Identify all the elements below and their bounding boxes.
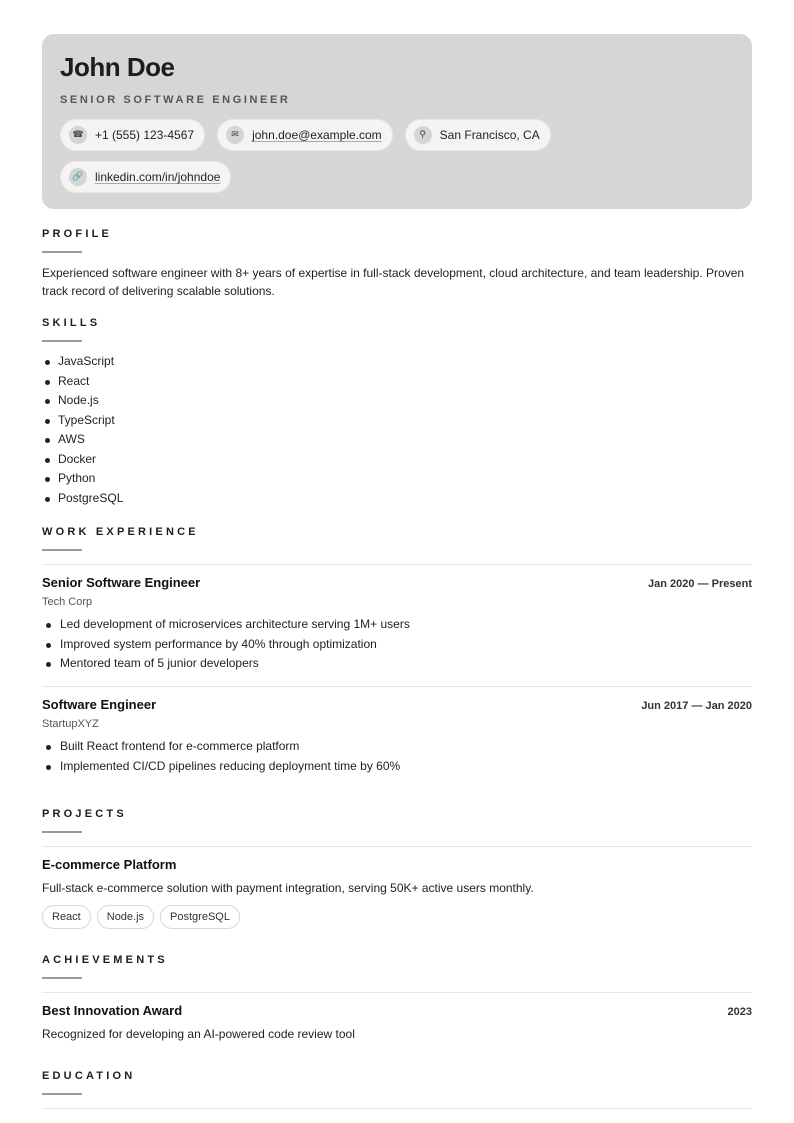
candidate-title: SENIOR SOFTWARE ENGINEER <box>60 94 291 106</box>
section-heading-profile: PROFILE <box>42 228 113 240</box>
job-dates: Jan 2020 — Present <box>648 578 752 590</box>
candidate-name: John Doe <box>60 52 175 82</box>
project-name: E-commerce Platform <box>42 857 177 872</box>
contact-email[interactable] <box>217 119 393 151</box>
section-underline <box>42 340 82 342</box>
job-entry <box>42 697 752 776</box>
divider <box>42 564 752 565</box>
job-entry <box>42 575 752 674</box>
project-entry <box>42 857 752 929</box>
job-bullet: Implemented CI/CD pipelines reducing deployment time by 60% <box>42 757 752 777</box>
job-bullet: Mentored team of 5 junior developers <box>42 654 752 674</box>
skills-list <box>42 352 123 508</box>
location-pin-icon: ⚲ <box>414 126 432 144</box>
tech-tag: PostgreSQL <box>160 905 240 929</box>
skill-item: React <box>42 372 123 392</box>
contact-phone-text: +1 (555) 123-4567 <box>95 128 195 142</box>
job-dates: Jun 2017 — Jan 2020 <box>641 700 752 712</box>
contact-list <box>60 119 620 193</box>
divider <box>42 686 752 687</box>
contact-location <box>405 119 551 151</box>
section-heading-projects: PROJECTS <box>42 808 127 820</box>
skill-item: Node.js <box>42 391 123 411</box>
job-bullet: Built React frontend for e-commerce platform <box>42 737 752 757</box>
section-underline <box>42 977 82 979</box>
skill-item: PostgreSQL <box>42 489 123 509</box>
phone-icon: ☎ <box>69 126 87 144</box>
job-title: Senior Software Engineer <box>42 575 201 590</box>
section-heading-skills: SKILLS <box>42 317 101 329</box>
divider <box>42 846 752 847</box>
project-tags <box>42 905 752 929</box>
contact-phone[interactable] <box>60 119 205 151</box>
job-company: StartupXYZ <box>42 718 99 730</box>
job-bullet: Led development of microservices architecture serving 1M+ users <box>42 615 752 635</box>
skill-item: AWS <box>42 430 123 450</box>
job-bullets <box>42 615 752 674</box>
tech-tag: Node.js <box>97 905 154 929</box>
job-bullet: Improved system performance by 40% through optimization <box>42 635 752 655</box>
job-title: Software Engineer <box>42 697 157 712</box>
skill-item: Docker <box>42 450 123 470</box>
achievement-title: Best Innovation Award <box>42 1003 183 1018</box>
skill-item: TypeScript <box>42 411 123 431</box>
section-heading-education: EDUCATION <box>42 1070 136 1082</box>
contact-email-link[interactable]: john.doe@example.com <box>252 128 382 142</box>
section-underline <box>42 831 82 833</box>
skill-item: JavaScript <box>42 352 123 372</box>
link-icon: 🔗 <box>69 168 87 186</box>
section-heading-achievements: ACHIEVEMENTS <box>42 954 168 966</box>
contact-linkedin-link[interactable]: linkedin.com/in/johndoe <box>95 170 221 184</box>
job-company: Tech Corp <box>42 596 93 608</box>
section-underline <box>42 1093 82 1095</box>
profile-summary: Experienced software engineer with 8+ years of expertise in full-stack development, cloud architecture, and team leadership. Proven track record of delivering scalable solutions. <box>42 266 745 298</box>
contact-linkedin[interactable] <box>60 161 231 193</box>
divider <box>42 992 752 993</box>
resume-header <box>42 34 752 209</box>
achievement-entry <box>42 1003 752 1043</box>
achievement-year: 2023 <box>727 1006 752 1018</box>
contact-location-text: San Francisco, CA <box>439 128 540 142</box>
section-heading-work-experience: WORK EXPERIENCE <box>42 526 199 538</box>
mail-icon: ✉ <box>226 126 244 144</box>
tech-tag: React <box>42 905 91 929</box>
skill-item: Python <box>42 469 123 489</box>
section-underline <box>42 549 82 551</box>
section-underline <box>42 251 82 253</box>
achievement-description: Recognized for developing an AI-powered code review tool <box>42 1027 355 1041</box>
divider <box>42 1108 752 1109</box>
job-bullets <box>42 737 752 776</box>
project-description: Full-stack e-commerce solution with payment integration, serving 50K+ active users monthly. <box>42 881 534 895</box>
